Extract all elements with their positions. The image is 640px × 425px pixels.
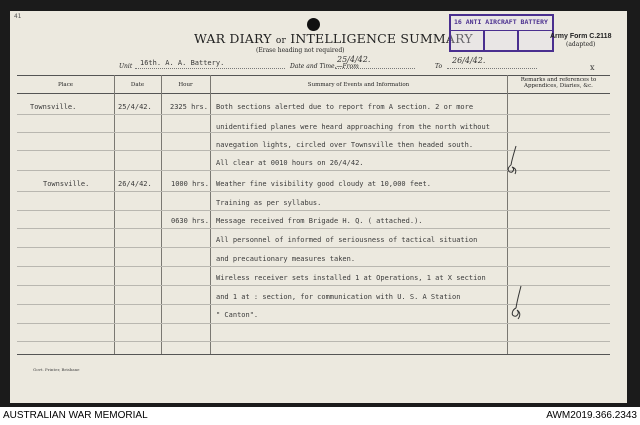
entry-text: Message received from Brigade H. Q. ( attached.). [216,217,423,225]
col-divider-hour [210,75,211,354]
footer-right: AWM2019.366.2343 [546,410,637,421]
army-form: Army Form C.2118 [550,33,612,40]
title-or: or [275,36,287,46]
signature-mark [502,145,524,177]
stamp-divider [483,31,485,51]
x-mark: x [590,63,595,72]
unit-underline [135,68,285,69]
table-bottom-rule [17,354,610,355]
row-rule [17,132,610,133]
col-header-place: Place [57,82,74,88]
entry-place: Townsville. [43,180,90,188]
table-top-rule [17,75,610,76]
to-underline [447,68,537,69]
adapted-note: (adapted) [566,41,596,48]
entry-hour: 0630 hrs. [171,217,209,225]
row-rule [17,191,610,192]
footer-left: AUSTRALIAN WAR MEMORIAL [3,410,148,421]
entry-hour: 1000 hrs. [171,180,209,188]
footer-bar [0,407,640,425]
entry-text: and precautionary measures taken. [216,255,356,263]
col-header-date: Date [130,82,145,88]
col-divider-date [161,75,162,354]
entry-text: Training as per syllabus. [216,199,322,207]
entry-text: unidentified planes were heard approaching from the north without [216,123,490,131]
to-value: 26/4/42. [452,56,486,65]
title-intelligence: INTELLIGENCE SUMMARY [290,31,473,46]
entry-text: All clear at 0010 hours on 26/4/42. [216,159,364,167]
entry-text: navegation lights, circled over Townsville then headed south. [216,141,474,149]
punch-hole [307,18,320,31]
row-rule [17,341,610,342]
unit-label: Unit [119,63,133,70]
from-underline [335,68,415,69]
table-header-rule [17,93,610,94]
row-rule [17,323,610,324]
from-value: 25/4/42. [337,55,371,64]
col-header-summary: Summary of Events and Information [307,82,410,88]
row-rule [17,228,610,229]
entry-date: 26/4/42. [118,180,152,188]
col-divider-place [114,75,115,354]
date-label: Date and Time.—From [290,63,359,70]
row-rule [17,210,610,211]
title-war-diary: WAR DIARY [194,31,272,46]
diary-sheet [10,11,627,403]
stamp-divider [517,31,519,51]
row-rule [17,114,610,115]
corner-mark: 41 [14,13,22,20]
battery-stamp [449,14,554,52]
unit-value: 16th. A. A. Battery. [140,59,225,67]
entry-hour: 2325 hrs. [170,103,208,111]
stamp-boxes [451,30,552,51]
entry-text: and 1 at : section, for communication with U. S. A Station [216,293,461,301]
signature-mark [506,285,528,321]
entry-place: Townsville. [30,103,77,111]
row-rule [17,266,610,267]
entry-text: All personnel of informed of seriousness of tactical situation [216,236,478,244]
entry-text: " Canton". [216,311,259,319]
erase-note: (Erase heading not required) [256,47,345,54]
entry-text: Weather fine visibility good cloudy at 10,000 feet. [216,180,431,188]
entry-text: Wireless receiver sets installed 1 at Operations, 1 at X section [216,274,486,282]
col-header-remarks: Remarks and references to Appendices, Diaries, &c. [520,77,597,89]
page-title [194,31,473,46]
col-header-hour: Hour [178,82,193,88]
entry-text: Both sections alerted due to report from A section. 2 or more [216,103,474,111]
entry-date: 25/4/42. [118,103,152,111]
printer-note: Govt. Printer, Brisbane [33,367,80,372]
row-rule [17,247,610,248]
stamp-text: 16 ANTI AIRCRAFT BATTERY [454,18,548,26]
to-label: To [435,63,443,70]
